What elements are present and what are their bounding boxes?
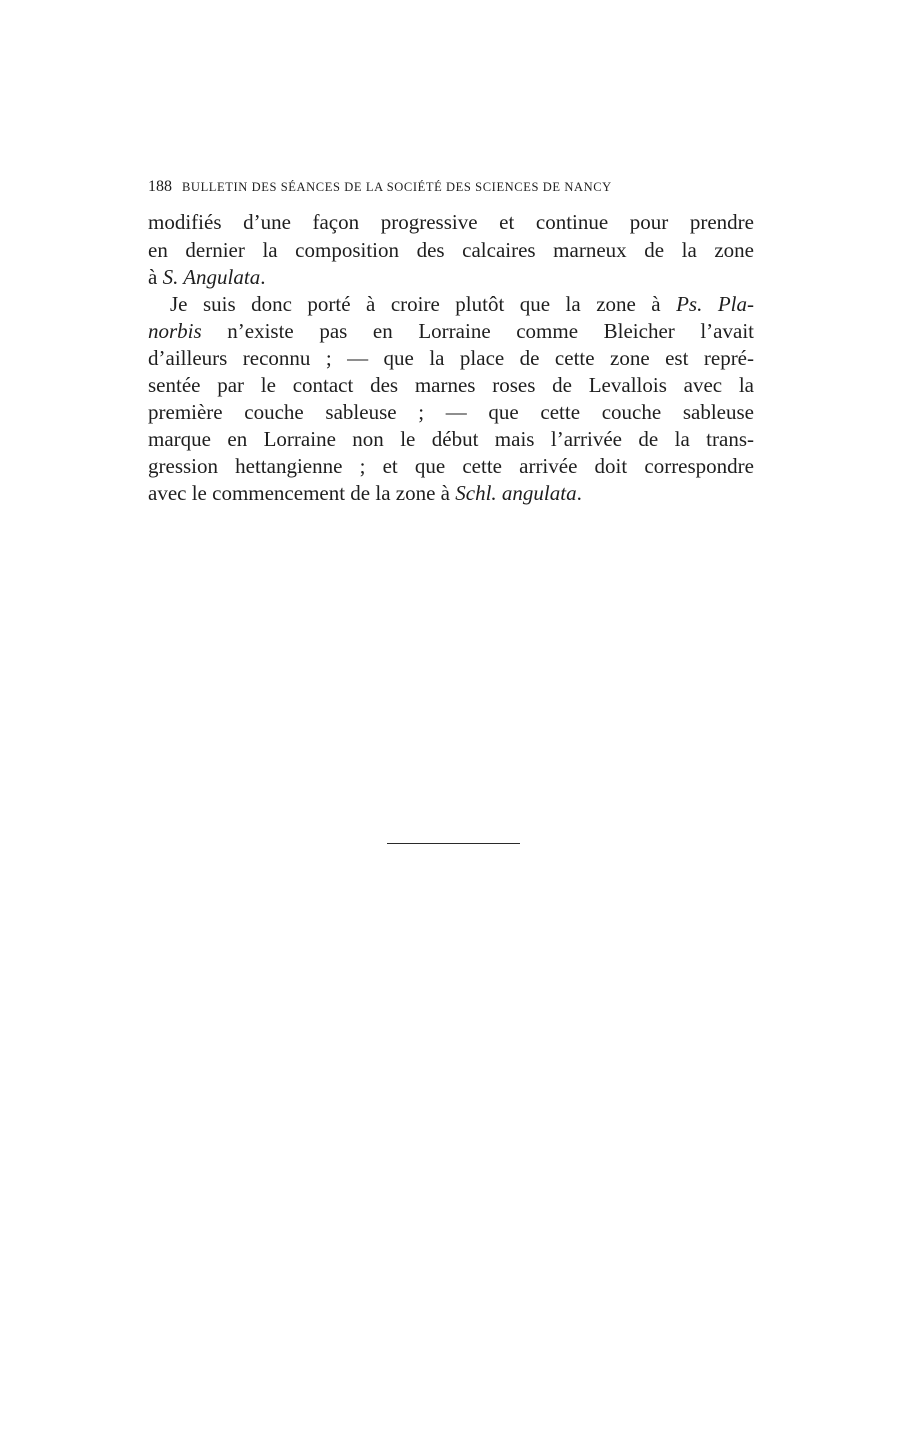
taxon-name: Schl. angulata <box>455 481 577 505</box>
text-line-6: d’ailleurs reconnu ; — que la place de cette zone est repré- <box>148 346 754 370</box>
page-number: 188 <box>148 178 172 195</box>
text-line-11: avec le commencement de la zone à Schl. angulata. <box>148 481 582 505</box>
taxon-name: S. Angulata <box>162 265 261 289</box>
text-line-2: en dernier la composition des calcaires marneux de la zone <box>148 238 754 262</box>
text-line-5: norbis n’existe pas en Lorraine comme Bleicher l’avait <box>148 319 754 343</box>
taxon-name: Ps. Pla- <box>676 292 754 316</box>
text-line-8: première couche sableuse ; — que cette couche sableuse <box>148 400 754 424</box>
running-head <box>148 177 758 198</box>
text-line-7: sentée par le contact des marnes roses de Levallois avec la <box>148 373 754 397</box>
journal-title: BULLETIN DES SÉANCES DE LA SOCIÉTÉ DES SCIENCES DE NANCY <box>182 180 612 194</box>
section-end-rule <box>387 843 520 844</box>
text-line-9: marque en Lorraine non le début mais l’arrivée de la trans- <box>148 427 754 451</box>
text-line-1: modifiés d’une façon progressive et continue pour prendre <box>148 210 754 234</box>
text-line-4: Je suis donc porté à croire plutôt que la zone à Ps. Pla- <box>170 292 754 316</box>
text-line-10: gression hettangienne ; et que cette arrivée doit correspondre <box>148 454 754 478</box>
taxon-name: norbis <box>148 319 202 343</box>
text-line-3: à S. Angulata. <box>148 265 266 289</box>
